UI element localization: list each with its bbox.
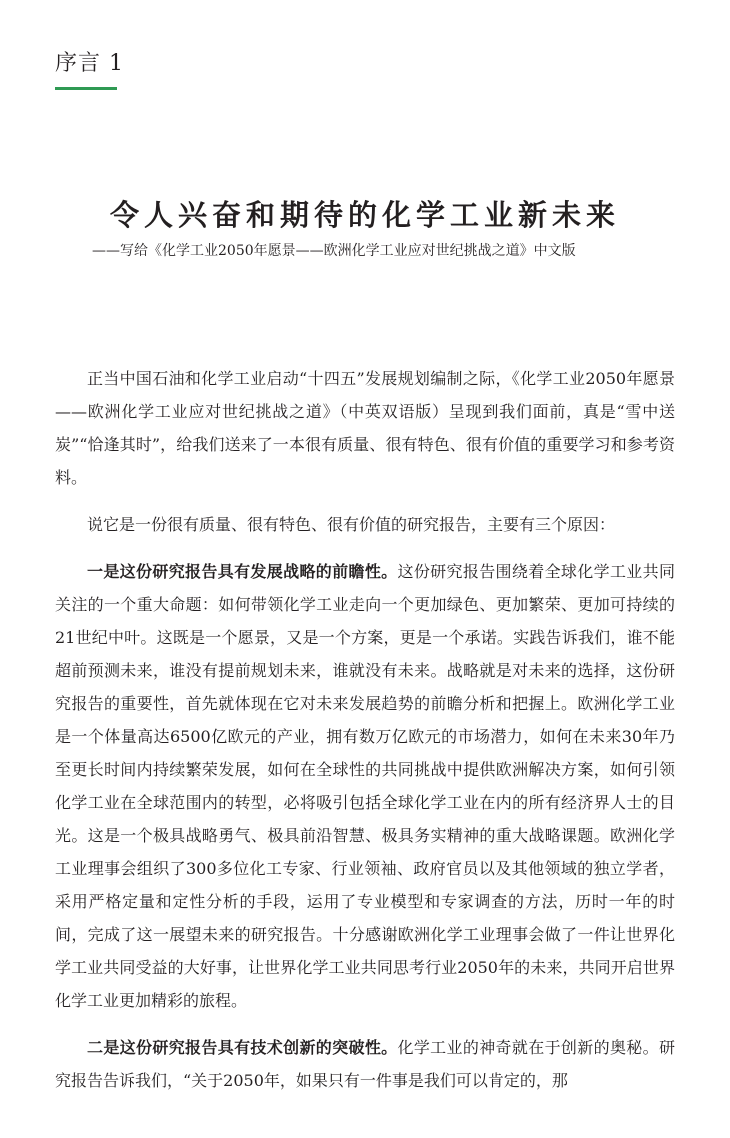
paragraph (55, 508, 675, 541)
section-label: 序言 1 (55, 51, 124, 76)
paragraph-text: 化学工业的神奇就在于创新的奥秘。研究报告告诉我们，“关于2050年，如果只有一件事是我们可以肯定的，那 (55, 1038, 675, 1090)
paragraph-text: 这份研究报告围绕着全球化学工业共同关注的一个重大命题：如何带领化学工业走向一个更加绿色、更加繁荣、更加可持续的21世纪中叶。这既是一个愿景，又是一个方案，更是一个承诺。实践告诉我们，谁不能超前预测未来，谁没有提前规划未来，谁就没有未来。战略就是对未来的选择，这份研究报告的重要性，首先就体现在它对未来发展趋势的前瞻分析和把握上。欧洲化学工业是一个体量高达6500亿欧元的产业，拥有数万亿欧元的市场潜力，如何在未来30年乃至更长时间内持续繁荣发展，如何在全球性的共同挑战中提供欧洲解决方案，如何引领化学工业在全球范围内的转型，必将吸引包括全球化学工业在内的所有经济界人士的目光。这是一个极具战略勇气、极具前沿智慧、极具务实精神的重大战略课题。欧洲化学工业理事会组织了300多位化工专家、行业领袖、政府官员以及其他领域的独立学者，采用严格定量和定性分析的手段，运用了专业模型和专家调查的方法，历时一年的时间，完成了这一展望未来的研究报告。十分感谢欧洲化学工业理事会做了一件让世界化学工业共同受益的大好事，让世界化学工业共同思考行业2050年的未来，共同开启世界化学工业更加精彩的旅程。 (55, 562, 675, 1010)
paragraph-lead: 一是这份研究报告具有发展战略的前瞻性。 (87, 562, 398, 581)
page-subtitle: ——写给《化学工业2050年愿景——欧洲化学工业应对世纪挑战之道》中文版 (92, 243, 576, 259)
paragraph-text: 说它是一份很有质量、很有特色、很有价值的研究报告，主要有三个原因： (87, 515, 616, 534)
section-underline (55, 87, 117, 90)
body-text (55, 362, 675, 1111)
paragraph-lead: 二是这份研究报告具有技术创新的突破性。 (87, 1038, 398, 1057)
paragraph (55, 555, 675, 1017)
page-title: 令人兴奋和期待的化学工业新未来 (109, 198, 620, 232)
paragraph-text: 正当中国石油和化学工业启动“十四五”发展规划编制之际，《化学工业2050年愿景——欧洲化学工业应对世纪挑战之道》（中英双语版）呈现到我们面前，真是“雪中送炭”“恰逢其时”，给我们送来了一本很有质量、很有特色、很有价值的重要学习和参考资料。 (55, 369, 675, 487)
paragraph (55, 362, 675, 494)
paragraph (55, 1031, 675, 1097)
